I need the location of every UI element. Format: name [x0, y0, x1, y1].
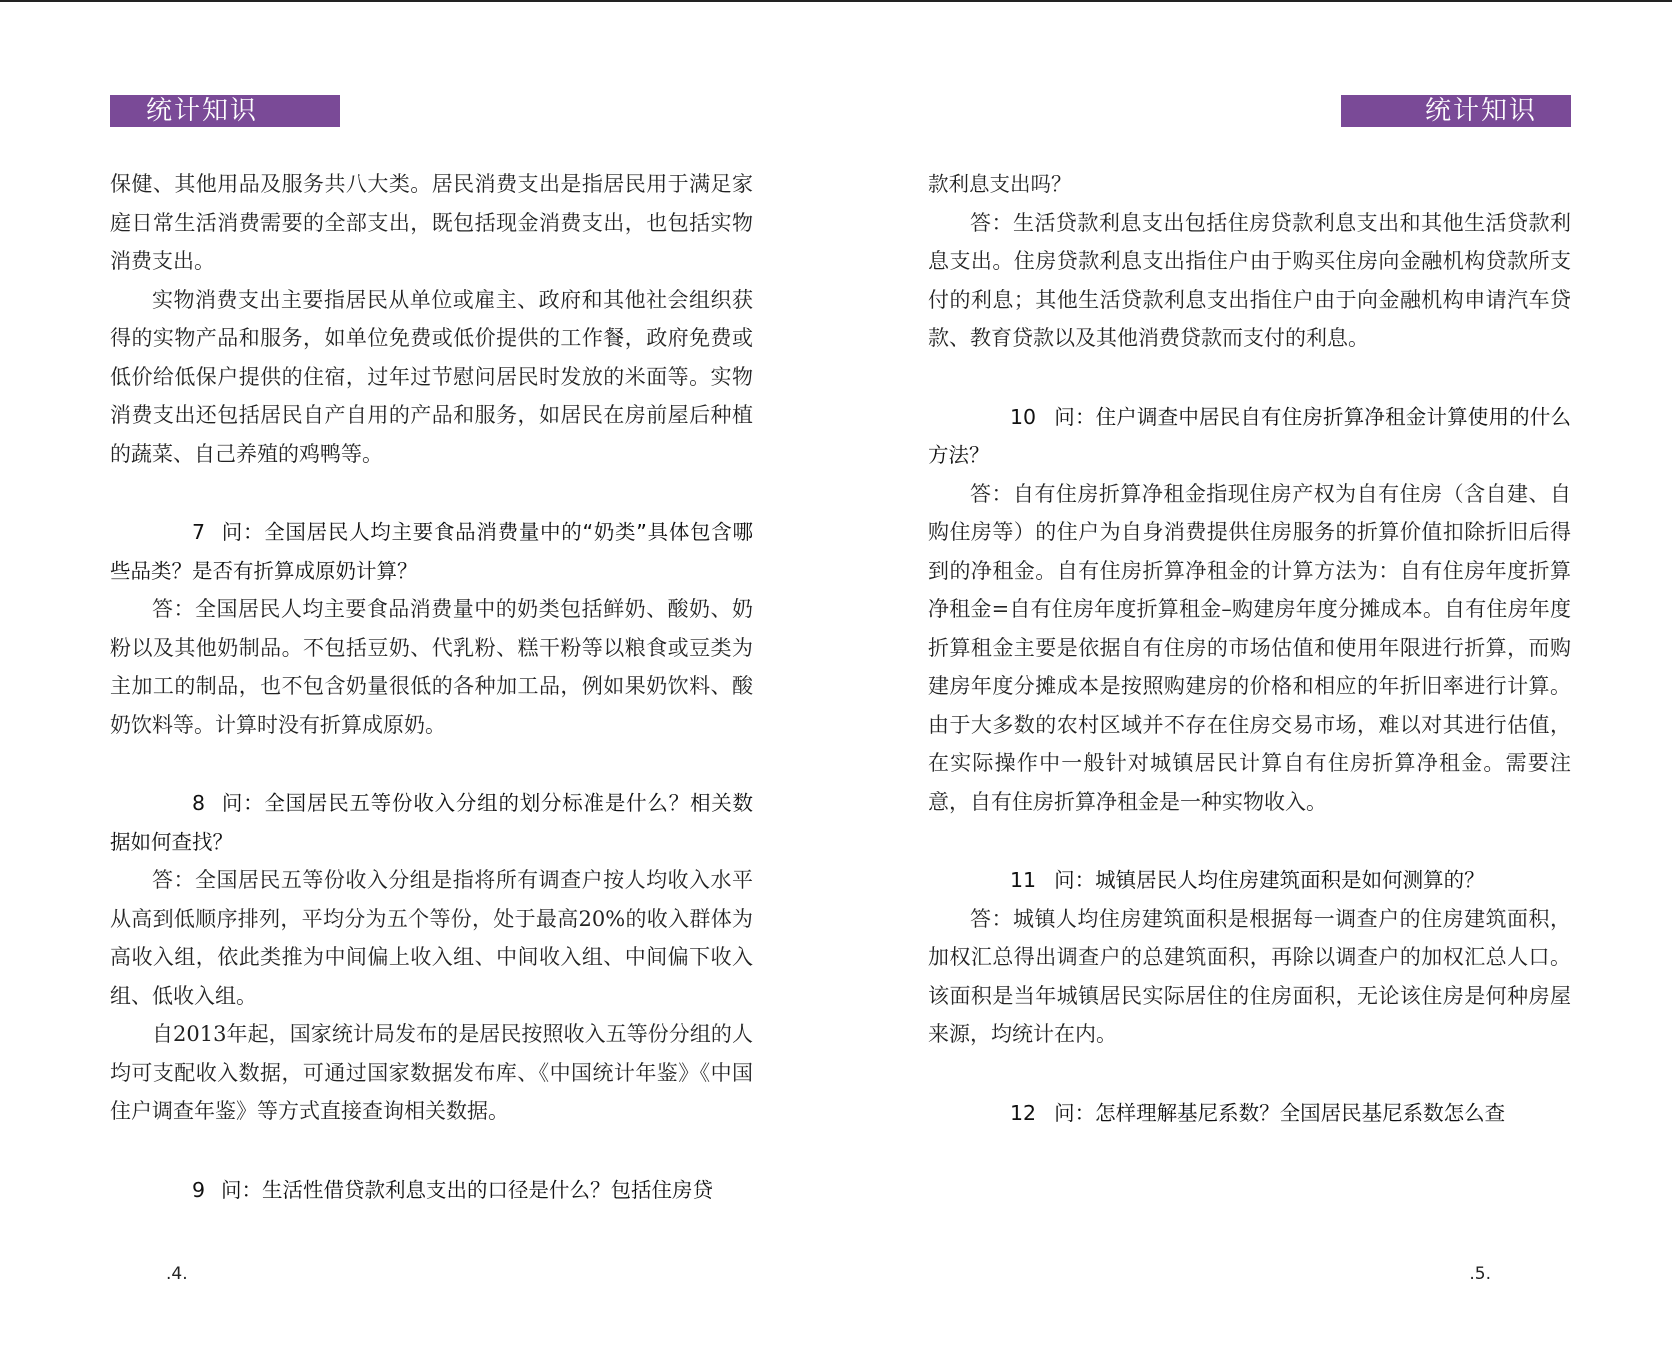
question-number: 12 [1010, 1100, 1037, 1125]
section-header-badge: 统计知识 [110, 95, 340, 127]
question-text: 问：生活性借贷款利息支出的口径是什么？包括住房贷 [221, 1177, 714, 1202]
question-number: 10 [1010, 404, 1037, 429]
page-number-left: .4. [166, 1264, 188, 1284]
section-header-badge: 统计知识 [1341, 95, 1571, 127]
question-number: 9 [192, 1177, 206, 1202]
intro-paragraph-continued: 保健、其他用品及服务共八大类。居民消费支出是指居民用于满足家庭日常生活消费需要的全部支出，既包括现金消费支出，也包括实物消费支出。 [110, 172, 753, 273]
question-heading-12 [928, 1094, 1571, 1133]
question-text: 问：全国居民五等份收入分组的划分标准是什么？相关数据如何查找？ [110, 791, 753, 854]
left-page-body [110, 165, 753, 1209]
answer-paragraph-10: 答：自有住房折算净租金指现住房产权为自有住房（含自建、自购住房等）的住户为自身消费提供住房服务的折算价值扣除折旧后得到的净租金。自有住房折算净租金的计算方法为：自有住房年度折算净租金=自有住房年度折算租金–购建房年度分摊成本。自有住房年度折算租金主要是依据自有住房的市场估值和使用年限进行折算，而购建房年度分摊成本是按照购建房的价格和相应的年折旧率进行计算。由于大多数的农村区域并不存在住房交易市场，难以对其进行估值，在实际操作中一般针对城镇居民计算自有住房折算净租金。需要注意，自有住房折算净租金是一种实物收入。 [928, 481, 1571, 814]
question-number: 8 [192, 791, 206, 815]
answer-paragraph-11: 答：城镇人均住房建筑面积是根据每一调查户的住房建筑面积，加权汇总得出调查户的总建筑面积，再除以调查户的加权汇总人口。该面积是当年城镇居民实际居住的住房面积，无论该住房是何种房屋来源，均统计在内。 [928, 906, 1571, 1046]
answer-paragraph-8: 答：全国居民五等份收入分组是指将所有调查户按人均收入水平从高到低顺序排列，平均分为五个等份，处于最高20%的收入群体为高收入组，依此类推为中间偏上收入组、中间收入组、中间偏下收入组、低收入组。 [110, 868, 753, 1008]
question-number: 7 [192, 520, 206, 544]
question-text: 问：住户调查中居民自有住房折算净租金计算使用的什么方法？ [928, 404, 1571, 467]
question-text: 问：城镇居民人均住房建筑面积是如何测算的？ [1054, 868, 1485, 892]
answer-paragraph-9: 答：生活贷款利息支出包括住房贷款利息支出和其他生活贷款利息支出。住房贷款利息支出指住户由于购买住房向金融机构贷款所支付的利息；其他生活贷款利息支出指住户由于向金融机构申请汽车贷款、教育贷款以及其他消费贷款而支付的利息。 [928, 210, 1571, 350]
question-heading-11 [928, 861, 1571, 900]
question-text: 问：全国居民人均主要食品消费量中的“奶类”具体包含哪些品类？是否有折算成原奶计算？ [110, 520, 753, 583]
question-heading-7 [110, 513, 753, 590]
question-heading-10 [928, 398, 1571, 475]
right-page [928, 0, 1571, 1353]
answer-paragraph-8-extra: 自2013年起，国家统计局发布的是居民按照收入五等份分组的人均可支配收入数据，可通过国家数据发布库、《中国统计年鉴》《中国住户调查年鉴》等方式直接查询相关数据。 [110, 1022, 753, 1123]
intro-paragraph: 实物消费支出主要指居民从单位或雇主、政府和其他社会组织获得的实物产品和服务，如单位免费或低价提供的工作餐，政府免费或低价给低保户提供的住宿，过年过节慰问居民时发放的米面等。实物消费支出还包括居民自产自用的产品和服务，如居民在房前屋后种植的蔬菜、自己养殖的鸡鸭等。 [110, 287, 753, 466]
left-page [110, 0, 753, 1353]
page-number-right: .5. [1469, 1264, 1491, 1284]
question-heading-9-continued: 款利息支出吗？ [928, 172, 1072, 196]
question-text: 问：怎样理解基尼系数？全国居民基尼系数怎么查 [1054, 1100, 1506, 1125]
question-heading-9 [110, 1171, 753, 1210]
question-heading-8 [110, 784, 753, 861]
question-number: 11 [1010, 868, 1037, 892]
answer-paragraph-7: 答：全国居民人均主要食品消费量中的奶类包括鲜奶、酸奶、奶粉以及其他奶制品。不包括豆奶、代乳粉、糕干粉等以粮食或豆类为主加工的制品，也不包含奶量很低的各种加工品，例如果奶饮料、酸奶饮料等。计算时没有折算成原奶。 [110, 597, 753, 737]
right-page-body [928, 165, 1571, 1132]
